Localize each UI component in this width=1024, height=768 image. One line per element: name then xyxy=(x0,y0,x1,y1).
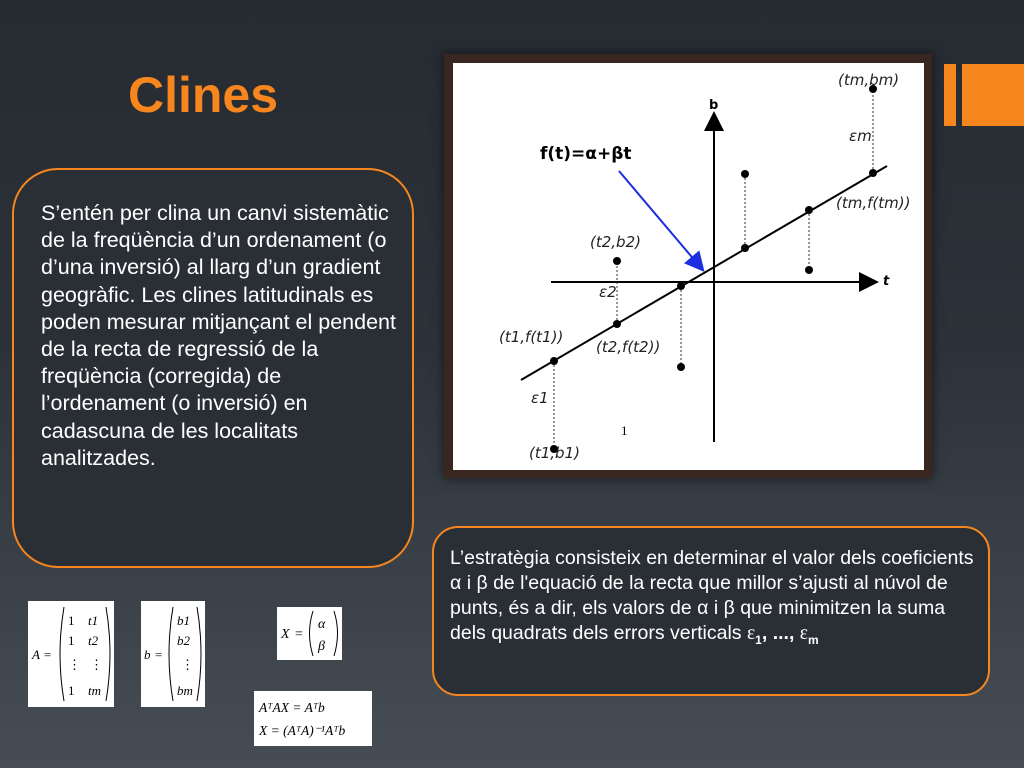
matrix-A xyxy=(28,601,114,707)
label-eps-1: ε1 xyxy=(531,389,549,407)
b-axis-label: b xyxy=(709,98,719,113)
vector-b-left-paren xyxy=(169,607,173,701)
vector-X xyxy=(277,607,342,660)
data-point-2 xyxy=(613,257,621,265)
data-point-5 xyxy=(805,266,813,274)
function-pointer-arrow xyxy=(619,171,702,269)
t-axis-label: t xyxy=(883,274,890,289)
matrix-A-r1c1: 1 xyxy=(68,613,75,628)
epsilon-last: ε xyxy=(799,623,808,644)
data-point-3 xyxy=(677,363,685,371)
label-tm-ftm: (tm,f(tm)) xyxy=(836,194,911,212)
matrix-A-r2c2: t2 xyxy=(88,633,99,648)
line-point-3 xyxy=(677,282,685,290)
label-eps-2: ε2 xyxy=(599,283,617,301)
epsilon-first: ε xyxy=(746,623,756,644)
line-point-m xyxy=(869,169,877,177)
epsilon-first-sub: 1 xyxy=(755,632,762,647)
label-t2-b2: (t2,b2) xyxy=(590,233,641,251)
normal-equation-2: X = (AᵀA)⁻¹Aᵀb xyxy=(259,723,346,738)
line-point-4 xyxy=(741,244,749,252)
vector-X-r1: α xyxy=(318,617,326,632)
vector-X-left-paren xyxy=(310,611,314,656)
normal-equations xyxy=(254,691,372,746)
line-point-2 xyxy=(613,320,621,328)
matrix-A-left-paren xyxy=(60,607,64,701)
svg-text:=: = xyxy=(155,647,163,662)
label-t1-b1: (t1,b1) xyxy=(529,444,580,462)
svg-text:=: = xyxy=(44,647,52,662)
vector-X-r2: β xyxy=(318,639,325,654)
matrix-A-name: A xyxy=(32,647,40,662)
figure-footnote: 1 xyxy=(621,423,628,438)
function-label: f(t)=α+βt xyxy=(540,144,632,164)
epsilon-last-sub: m xyxy=(808,632,819,647)
line-point-5 xyxy=(805,206,813,214)
strategy-box xyxy=(432,526,990,696)
vector-b-r1: b1 xyxy=(177,613,190,628)
label-t2-ft2: (t2,f(t2)) xyxy=(596,338,661,356)
vector-b-name: b xyxy=(144,647,151,662)
vector-b-right-paren xyxy=(197,607,201,701)
regression-figure xyxy=(453,63,924,470)
line-point-1 xyxy=(550,357,558,365)
regression-diagram xyxy=(453,63,924,470)
epsilon-range xyxy=(746,622,819,647)
svg-text:=: = xyxy=(295,627,303,642)
strategy-text: L’estratègia consisteix en determinar el valor dels coeficients α i β de l'equació de la recta que millor s’ajusti al núvol de punts, és a dir, els valors de α i β que minimitzen la suma dels quadrats dels errors verticals xyxy=(450,547,974,644)
accent-bar-thin xyxy=(944,64,956,126)
matrix-A-r3c2: ⋮ xyxy=(90,657,103,672)
regression-line xyxy=(521,166,887,380)
definition-text: S’entén per clina un canvi sistemàtic de la freqüència d’un ordenament (o d’una inversió) al llarg d’un gradient geogràfic. Les clines latitudinals es poden mesurar mitjançant el pendent de la recta de regressió de la freqüència (corregida) de l’ordenament (o inversió) en cadascuna de les localitats analitzades. xyxy=(41,201,396,470)
label-eps-m: εm xyxy=(849,127,872,145)
matrix-A-right-paren xyxy=(106,607,110,701)
vector-b-r4: bm xyxy=(177,683,193,698)
matrix-A-r4c2: tm xyxy=(88,683,101,698)
data-point-4 xyxy=(741,170,749,178)
definition-box xyxy=(12,168,414,568)
vector-X-name: X xyxy=(281,627,290,642)
slide-title: Clines xyxy=(128,67,279,123)
accent-bar-wide xyxy=(962,64,1024,126)
matrix-A-r3c1: ⋮ xyxy=(68,657,81,672)
vector-b xyxy=(141,601,205,707)
matrix-A-r1c2: t1 xyxy=(88,613,99,628)
vector-X-right-paren xyxy=(334,611,338,656)
vector-b-r2: b2 xyxy=(177,633,190,648)
epsilon-separator: , ..., xyxy=(761,622,800,644)
label-tm-bm: (tm,bm) xyxy=(838,71,900,89)
matrix-A-r4c1: 1 xyxy=(68,683,75,698)
normal-equation-1: AᵀAX = Aᵀb xyxy=(259,700,325,715)
label-t1-ft1: (t1,f(t1)) xyxy=(499,328,564,346)
vector-b-r3: ⋮ xyxy=(181,657,194,672)
matrix-A-r2c1: 1 xyxy=(68,633,75,648)
